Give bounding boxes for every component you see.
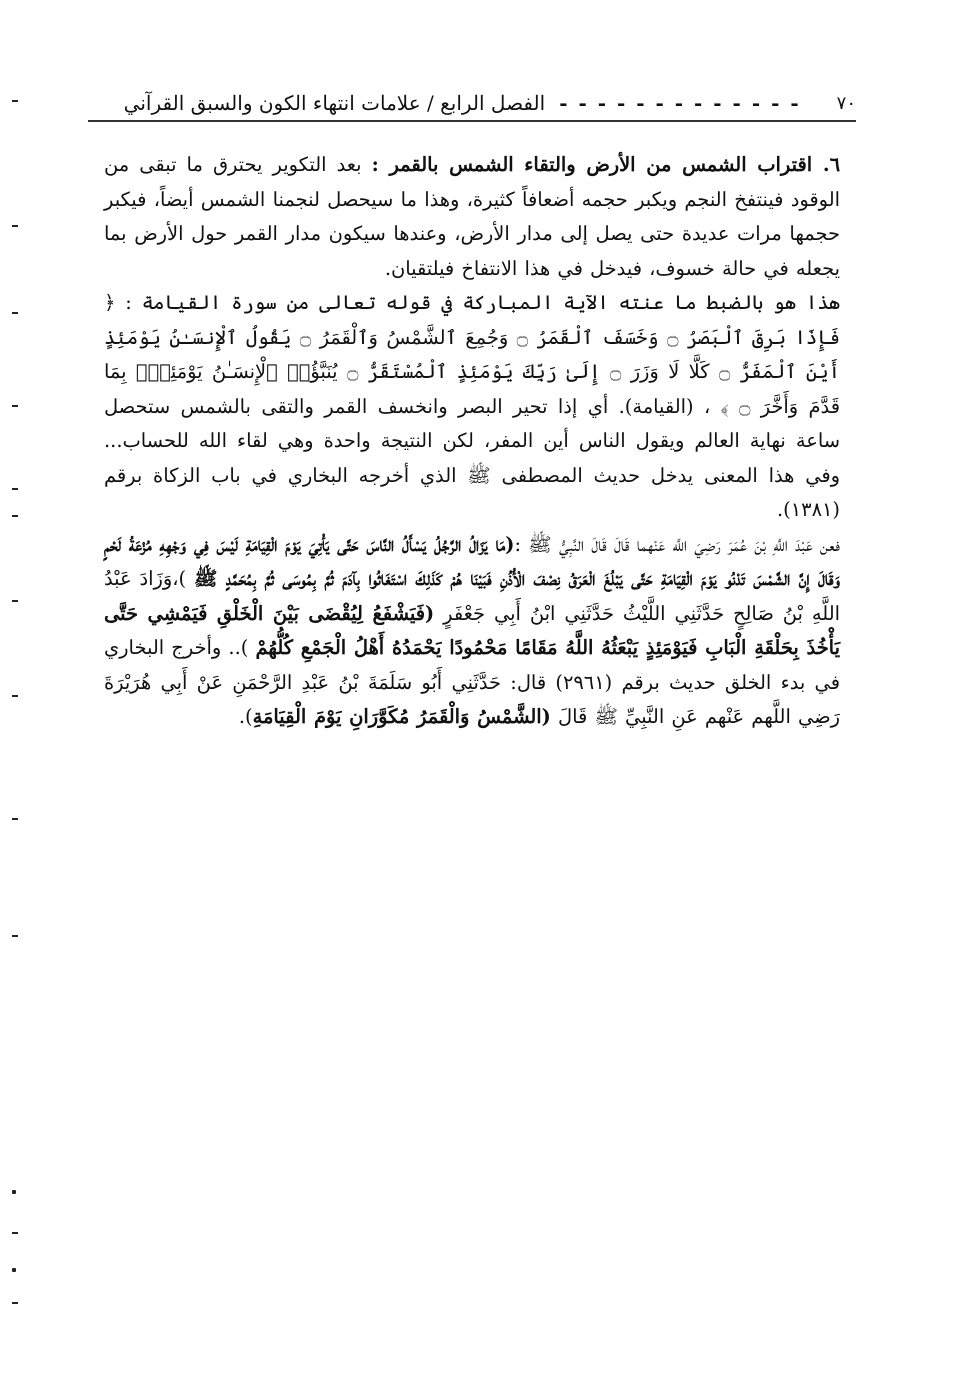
chapter-title: الفصل الرابع / علامات انتهاء الكون والسبق القرآني <box>123 91 546 115</box>
paragraph-text: ).. وأخرج البخاري في بدء الخلق حديث برقم (٢٩٦١) قال: حَدَّثَنِي أَبُو سَلَمَةَ بْنُ عَبْدِ الرَّحْمَنِ عَنْ أَبِي هُرَيْرَةَ رَضِي اللَّهم عَنْهم عَنِ النَّبِيِّ ﷺ قَالَ <box>104 636 840 728</box>
margin-mark <box>12 488 18 490</box>
hadith-text: (مَا يَزَالُ الرَّجُلُ يَسْأَلُ النَّاسَ حَتَّى يَأْتِيَ يَوْمَ الْقِيَامَةِ لَيْسَ فِي وَجْهِهِ مُزْعَةُ لَحْمٍ وَقَالَ إِنَّ الشَّمْسَ تَدْنُو يَوْمَ الْقِيَامَةِ حَتَّى يَبْلُغَ الْعَرَقُ نِصْفَ الْأُذُنِ فَبَيْنَا هُمْ كَذَلِكَ اسْتَغَاثُوا بِآدَمَ ثُمَّ بِمُوسَى ثُمَّ بِمُحَمَّدٍ ﷺ <box>104 532 840 590</box>
margin-mark <box>12 1268 16 1272</box>
header-dashes: - - - - - - - - - - - - - <box>559 91 801 115</box>
paragraph-2 <box>104 286 840 528</box>
paragraph-text: ). <box>238 705 253 728</box>
hadith-chain: )،وَزَادَ عَبْدُ اللَّهِ بْنُ صَالِحٍ حَدَّثَنِي اللَّيْثُ حَدَّثَنِي ابْنُ أَبِي جَعْفَرٍ <box>104 567 840 625</box>
page-body <box>104 148 840 735</box>
margin-mark <box>12 100 18 102</box>
paragraph-1 <box>104 148 840 286</box>
margin-mark <box>12 1232 18 1234</box>
quran-verse: ﴿ فَإِذَا بَرِقَ ٱلْبَصَرُ ۝ وَخَسَفَ ٱلْقَمَرُ ۝ وَجُمِعَ ٱلشَّمْسُ وَٱلْقَمَرُ ۝ يَقُولُ ٱلْإِنسَـٰنُ يَوْمَئِذٍ أَيْنَ ٱلْمَفَرُّ ۝ كَلَّا لَا وَزَرَ ۝ إِلَىٰ رَبِّكَ يَوْمَئِذٍ ٱلْمُسْتَقَرُّ ۝ يُنَبَّؤُا۟ ٱلْإِنسَـٰنُ يَوْمَئِذٍۭ بِمَا قَدَّمَ وَأَخَّرَ ۝ ﴾ <box>104 291 841 418</box>
margin-mark <box>12 312 18 314</box>
margin-mark <box>12 935 18 937</box>
margin-mark <box>12 405 18 407</box>
paragraph-text: ، (القيامة). أي إذا تحير البصر وانخسف القمر والتقى بالشمس ستحصل ساعة نهاية العالم ويقول الناس أين المفر، لكن النتيجة واحدة وهي لقاء الله للحساب... وفي هذا المعنى يدخل حديث المصطفى ﷺ الذي أخرجه البخاري في باب الزكاة برقم (١٣٨١). <box>104 394 840 521</box>
hadith-chain: فعن عَبْدَ اللَّهِ بْنَ عُمَرَ رَضِيَ اللَّه عَنْهما قَالَ قَالَ النَّبِيُّ ﷺ : <box>514 532 840 556</box>
paragraph-text: هذا هو بالضبط ما عنته الآية المباركة في قوله تعالى من سورة القيامة : <box>115 291 840 314</box>
running-header <box>88 86 856 122</box>
hadith-text: (الشَّمْسُ وَالْقَمَرُ مُكَوَّرَانِ يَوْمَ الْقِيَامَةِ <box>252 705 551 728</box>
margin-mark <box>12 1302 18 1304</box>
margin-mark <box>12 600 18 602</box>
section-heading: ٦. اقتراب الشمس من الأرض والتقاء الشمس بالقمر : <box>371 153 840 176</box>
page-number: ٧٠ <box>836 92 856 114</box>
margin-mark <box>12 695 18 697</box>
hadith-text: (فَيَشْفَعُ لِيُقْضَى بَيْنَ الْخَلْقِ فَيَمْشِي حَتَّى يَأْخُذَ بِحَلْقَةِ الْبَابِ فَيَوْمَئِذٍ يَبْعَثُهُ اللَّهُ مَقَامًا مَحْمُودًا يَحْمَدُهُ أَهْلُ الْجَمْعِ كُلُّهُمْ <box>104 601 840 659</box>
margin-mark <box>12 225 18 227</box>
paragraph-text: بعد التكوير يحترق ما تبقى من الوقود فينتفخ النجم ويكبر حجمه أضعافاً كثيرة، وهذا ما سيحصل لنجمنا الشمس أيضاً، فيكبر حجمها مرات عديدة حتى يصل إلى مدار الأرض، وعندها سيكون مدار القمر حول الأرض بما يجعله في حالة خسوف، فيدخل في هذا الانتفاخ فيلتقيان. <box>104 153 840 280</box>
margin-mark <box>12 818 18 820</box>
margin-mark <box>12 1190 16 1194</box>
margin-mark <box>12 515 18 517</box>
paragraph-3 <box>104 528 840 735</box>
